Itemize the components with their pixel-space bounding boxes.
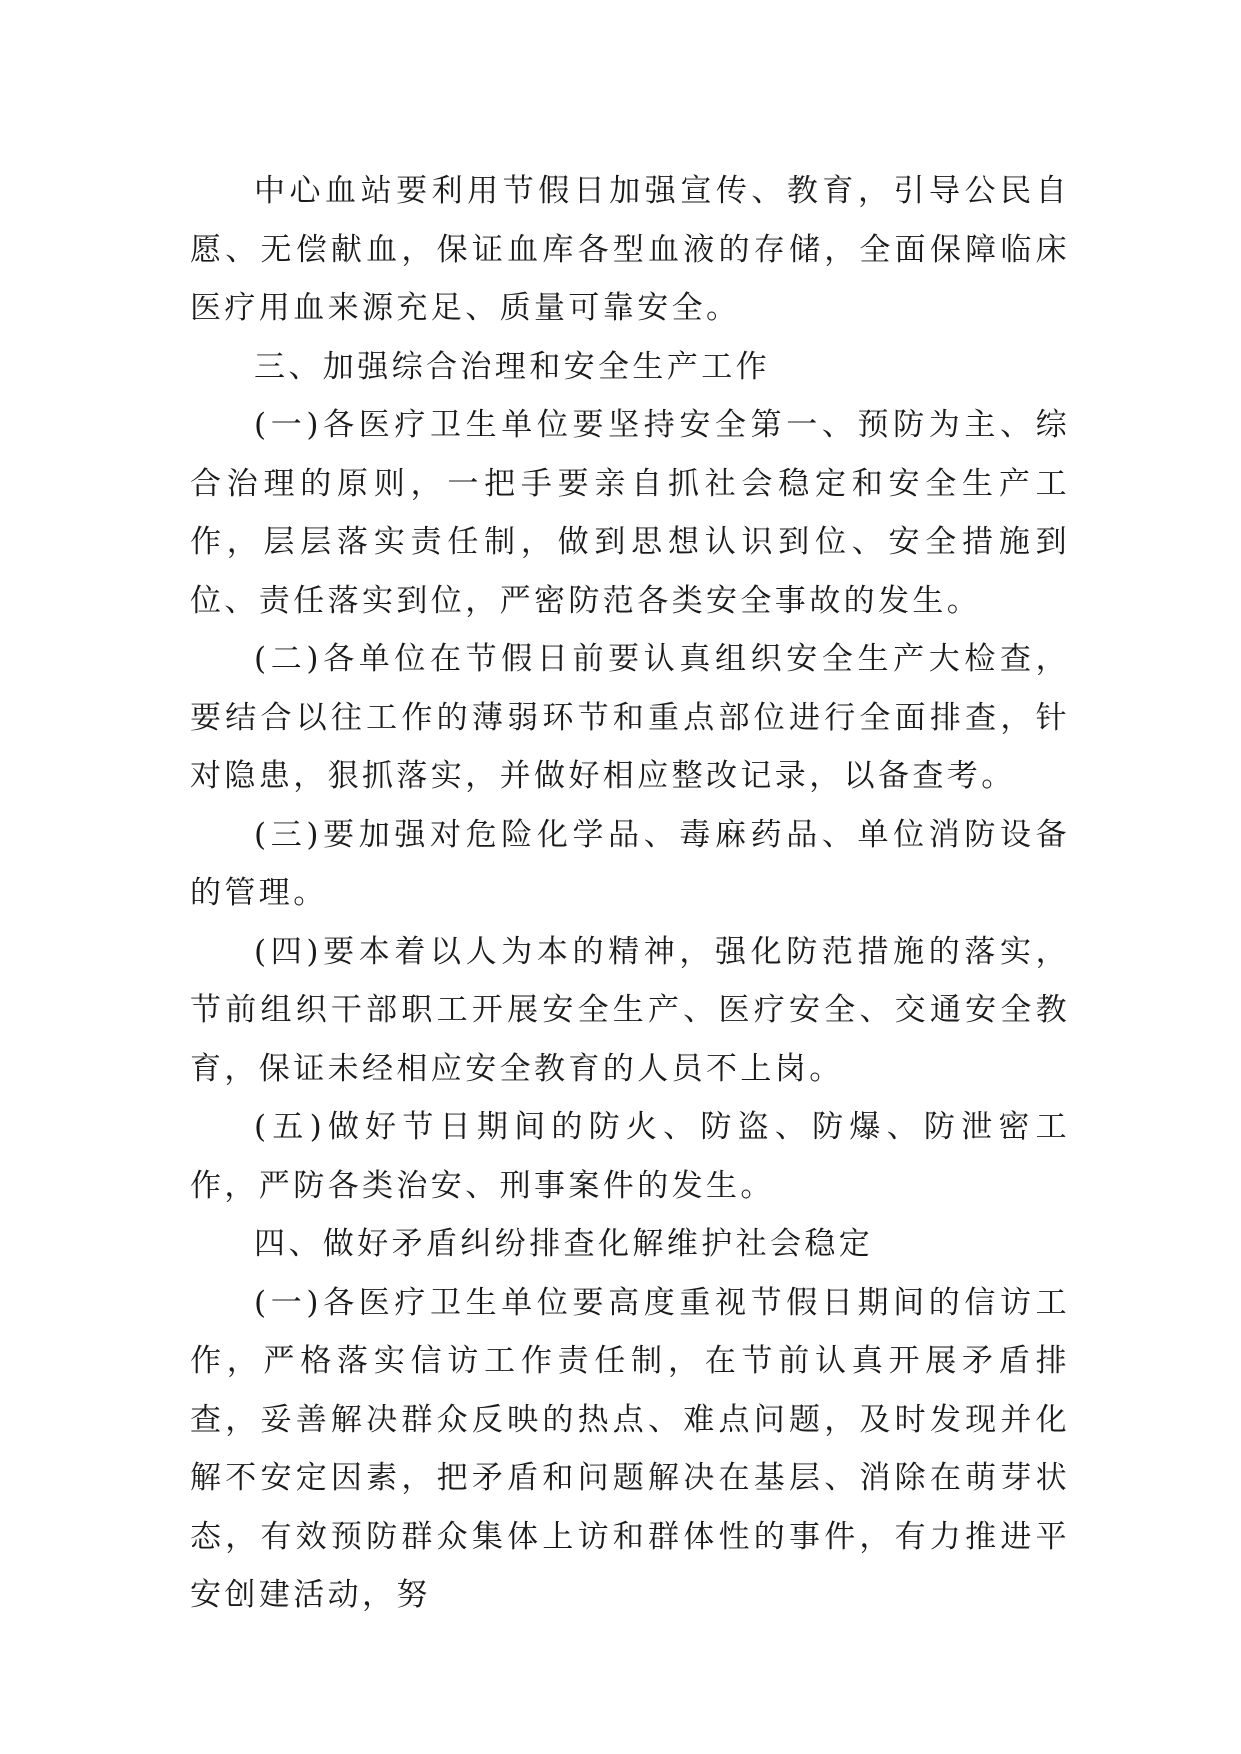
document-body: [190, 162, 1070, 1625]
paragraph-safety-5: (五)做好节日期间的防火、防盗、防爆、防泄密工作，严防各类治安、刑事案件的发生。: [190, 1109, 1070, 1204]
paragraph-safety-3: (三)要加强对危险化学品、毒麻药品、单位消防设备的管理。: [190, 816, 1070, 911]
paragraph-safety-2: (二)各单位在节假日前要认真组织安全生产大检查，要结合以往工作的薄弱环节和重点部位进行全面排查，针对隐患，狠抓落实，并做好相应整改记录，以备查考。: [190, 641, 1070, 794]
section-heading-safety: 三、加强综合治理和安全生产工作: [254, 348, 770, 385]
paragraph-safety-1: (一)各医疗卫生单位要坚持安全第一、预防为主、综合治理的原则，一把手要亲自抓社会稳定和安全生产工作，层层落实责任制，做到思想认识到位、安全措施到位、责任落实到位，严密防范各类安全事故的发生。: [190, 407, 1070, 619]
paragraph-blood-station: 中心血站要利用节假日加强宣传、教育，引导公民自愿、无偿献血，保证血库各型血液的存储，全面保障临床医疗用血来源充足、质量可靠安全。: [190, 173, 1070, 326]
paragraph-safety-4: (四)要本着以人为本的精神，强化防范措施的落实，节前组织干部职工开展安全生产、医疗安全、交通安全教育，保证未经相应安全教育的人员不上岗。: [190, 933, 1070, 1087]
paragraph-disputes-1: (一)各医疗卫生单位要高度重视节假日期间的信访工作，严格落实信访工作责任制，在节前认真开展矛盾排查，妥善解决群众反映的热点、难点问题，及时发现并化解不安定因素，把矛盾和问题解决在基层、消除在萌芽状态，有效预防群众集体上访和群体性的事件，有力推进平安创建活动，努: [190, 1284, 1070, 1613]
section-heading-disputes: 四、做好矛盾纠纷排查化解维护社会稳定: [254, 1226, 874, 1262]
